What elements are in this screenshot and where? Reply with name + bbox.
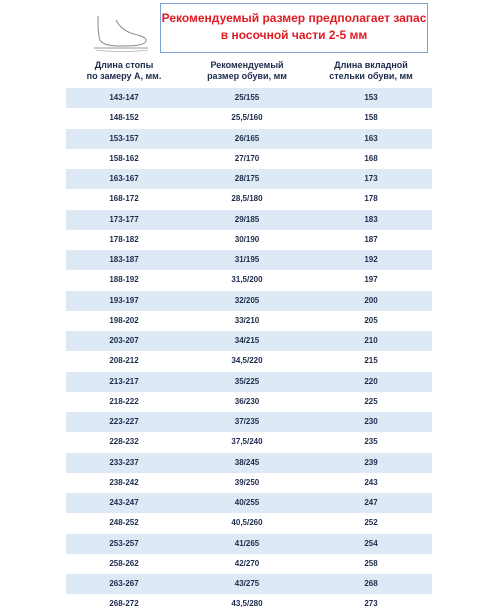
- foot-length-cell: 173-177: [109, 214, 139, 224]
- shoe-size-cell: 31/195: [234, 255, 260, 264]
- insole-length-cell: 163: [364, 133, 378, 143]
- foot-length-cell: 188-192: [109, 275, 139, 285]
- insole-length-cell: 173: [364, 174, 378, 183]
- table-row: [66, 392, 432, 412]
- foot-length-cell: 178-182: [109, 234, 139, 244]
- table-row: [66, 372, 432, 392]
- insole-length-cell: 200: [364, 295, 378, 305]
- shoe-size-cell: 30/190: [234, 234, 260, 244]
- foot-length-cell: 198-202: [109, 315, 139, 325]
- shoe-size-cell: 33/210: [234, 315, 260, 325]
- insole-length-cell: 243: [364, 477, 378, 487]
- insole-length-cell: 235: [364, 437, 378, 447]
- insole-length-cell: 158: [364, 113, 378, 123]
- foot-length-cell: 268-272: [109, 599, 139, 609]
- insole-length-cell: 258: [364, 558, 378, 568]
- foot-length-cell: 168-172: [109, 194, 139, 204]
- table-row: [66, 432, 432, 452]
- table-row: [66, 534, 432, 554]
- shoe-size-cell: 27/170: [234, 153, 260, 163]
- foot-length-cell: 238-242: [109, 477, 139, 487]
- table-row: [66, 331, 432, 351]
- size-table: [66, 88, 432, 615]
- shoe-size-cell: 35/225: [234, 376, 260, 386]
- insole-length-cell: 239: [364, 457, 378, 467]
- insole-length-cell: 252: [364, 518, 378, 528]
- foot-length-cell: 143-147: [109, 93, 139, 102]
- table-row: [66, 250, 432, 270]
- table-header: [66, 60, 432, 88]
- foot-length-cell: 218-222: [109, 396, 139, 406]
- foot-length-cell: 248-252: [109, 518, 139, 528]
- foot-length-cell: 243-247: [109, 498, 139, 507]
- insole-length-cell: 178: [364, 194, 378, 204]
- foot-length-cell: 223-227: [109, 417, 139, 426]
- shoe-size-cell: 36/230: [234, 396, 260, 406]
- shoe-size-cell: 42/270: [234, 558, 260, 568]
- foot-length-cell: 258-262: [109, 558, 139, 568]
- shoe-size-cell: 38/245: [234, 457, 260, 467]
- insole-length-cell: 215: [364, 356, 378, 366]
- shoe-size-cell: 43/275: [234, 579, 260, 588]
- insole-length-cell: 183: [364, 214, 378, 224]
- foot-length-cell: 158-162: [109, 153, 139, 163]
- header-foot-length-line2: по замеру А, мм.: [86, 71, 162, 81]
- notice-line-1: Рекомендуемый размер предполагает запас: [161, 11, 427, 25]
- table-row: [66, 210, 432, 230]
- insole-length-cell: 247: [364, 498, 378, 507]
- table-row: [66, 554, 432, 574]
- size-notice-box: [160, 3, 428, 53]
- table-row: [66, 493, 432, 513]
- shoe-size-cell: 37/235: [234, 417, 260, 426]
- insole-length-cell: 153: [364, 93, 378, 102]
- insole-length-cell: 205: [364, 315, 378, 325]
- shoe-size-cell: 28/175: [234, 174, 260, 183]
- foot-length-cell: 213-217: [109, 376, 139, 386]
- shoe-size-cell: 28,5/180: [231, 194, 263, 204]
- foot-length-cell: 208-212: [109, 356, 139, 366]
- foot-length-cell: 163-167: [109, 174, 139, 183]
- shoe-size-cell: 32/205: [234, 295, 260, 305]
- shoe-size-cell: 34/215: [234, 336, 260, 345]
- header-insole-length: [310, 60, 432, 82]
- shoe-size-cell: 31,5/200: [231, 275, 263, 285]
- header-shoe-size-line1: Рекомендуемый: [210, 60, 284, 70]
- table-row: [66, 108, 432, 128]
- foot-length-cell: 253-257: [109, 538, 139, 548]
- insole-length-cell: 273: [364, 599, 378, 609]
- foot-measure-icon: [90, 10, 152, 54]
- table-row: [66, 149, 432, 169]
- table-row: [66, 270, 432, 290]
- table-row: [66, 453, 432, 473]
- foot-length-cell: 228-232: [109, 437, 139, 447]
- table-row: [66, 230, 432, 250]
- table-row: [66, 513, 432, 533]
- shoe-size-cell: 39/250: [234, 477, 260, 487]
- table-row: [66, 473, 432, 493]
- header-foot-length-line1: Длина стопы: [94, 60, 154, 70]
- shoe-size-cell: 40,5/260: [231, 518, 263, 528]
- table-row: [66, 574, 432, 594]
- insole-length-cell: 220: [364, 376, 378, 386]
- insole-length-cell: 225: [364, 396, 378, 406]
- foot-length-cell: 233-237: [109, 457, 139, 467]
- table-row: [66, 351, 432, 371]
- table-row: [66, 291, 432, 311]
- insole-length-cell: 230: [364, 417, 378, 426]
- table-row: [66, 412, 432, 432]
- foot-length-cell: 193-197: [109, 295, 139, 305]
- table-row: [66, 169, 432, 189]
- header-insole-length-line1: Длина вкладной: [334, 60, 408, 70]
- table-row: [66, 189, 432, 209]
- table-row: [66, 594, 432, 614]
- header-insole-length-line2: стельки обуви, мм: [329, 71, 413, 81]
- notice-line-2: в носочной части 2-5 мм: [220, 28, 368, 42]
- shoe-size-cell: 37,5/240: [231, 437, 263, 447]
- insole-length-cell: 197: [364, 275, 378, 285]
- shoe-size-cell: 40/255: [234, 498, 260, 507]
- foot-length-cell: 203-207: [109, 336, 139, 345]
- header-shoe-size-line2: размер обуви, мм: [207, 71, 287, 81]
- table-row: [66, 129, 432, 149]
- table-row: [66, 311, 432, 331]
- shoe-size-cell: 29/185: [234, 214, 260, 224]
- foot-length-cell: 183-187: [109, 255, 139, 264]
- insole-length-cell: 210: [364, 336, 378, 345]
- shoe-size-cell: 25/155: [234, 93, 260, 102]
- table-row: [66, 88, 432, 108]
- shoe-size-cell: 34,5/220: [231, 356, 263, 366]
- insole-length-cell: 254: [364, 538, 378, 548]
- header-shoe-size: [184, 60, 310, 82]
- foot-length-cell: 153-157: [109, 133, 139, 143]
- shoe-size-cell: 26/165: [234, 133, 260, 143]
- insole-length-cell: 268: [364, 579, 378, 588]
- shoe-size-cell: 41/265: [234, 538, 260, 548]
- insole-length-cell: 187: [364, 234, 378, 244]
- foot-length-cell: 148-152: [109, 113, 139, 123]
- shoe-size-cell: 25,5/160: [231, 113, 263, 123]
- insole-length-cell: 192: [364, 255, 378, 264]
- foot-length-cell: 263-267: [109, 579, 139, 588]
- insole-length-cell: 168: [364, 153, 378, 163]
- header-foot-length: [66, 60, 182, 82]
- shoe-size-cell: 43,5/280: [231, 599, 263, 609]
